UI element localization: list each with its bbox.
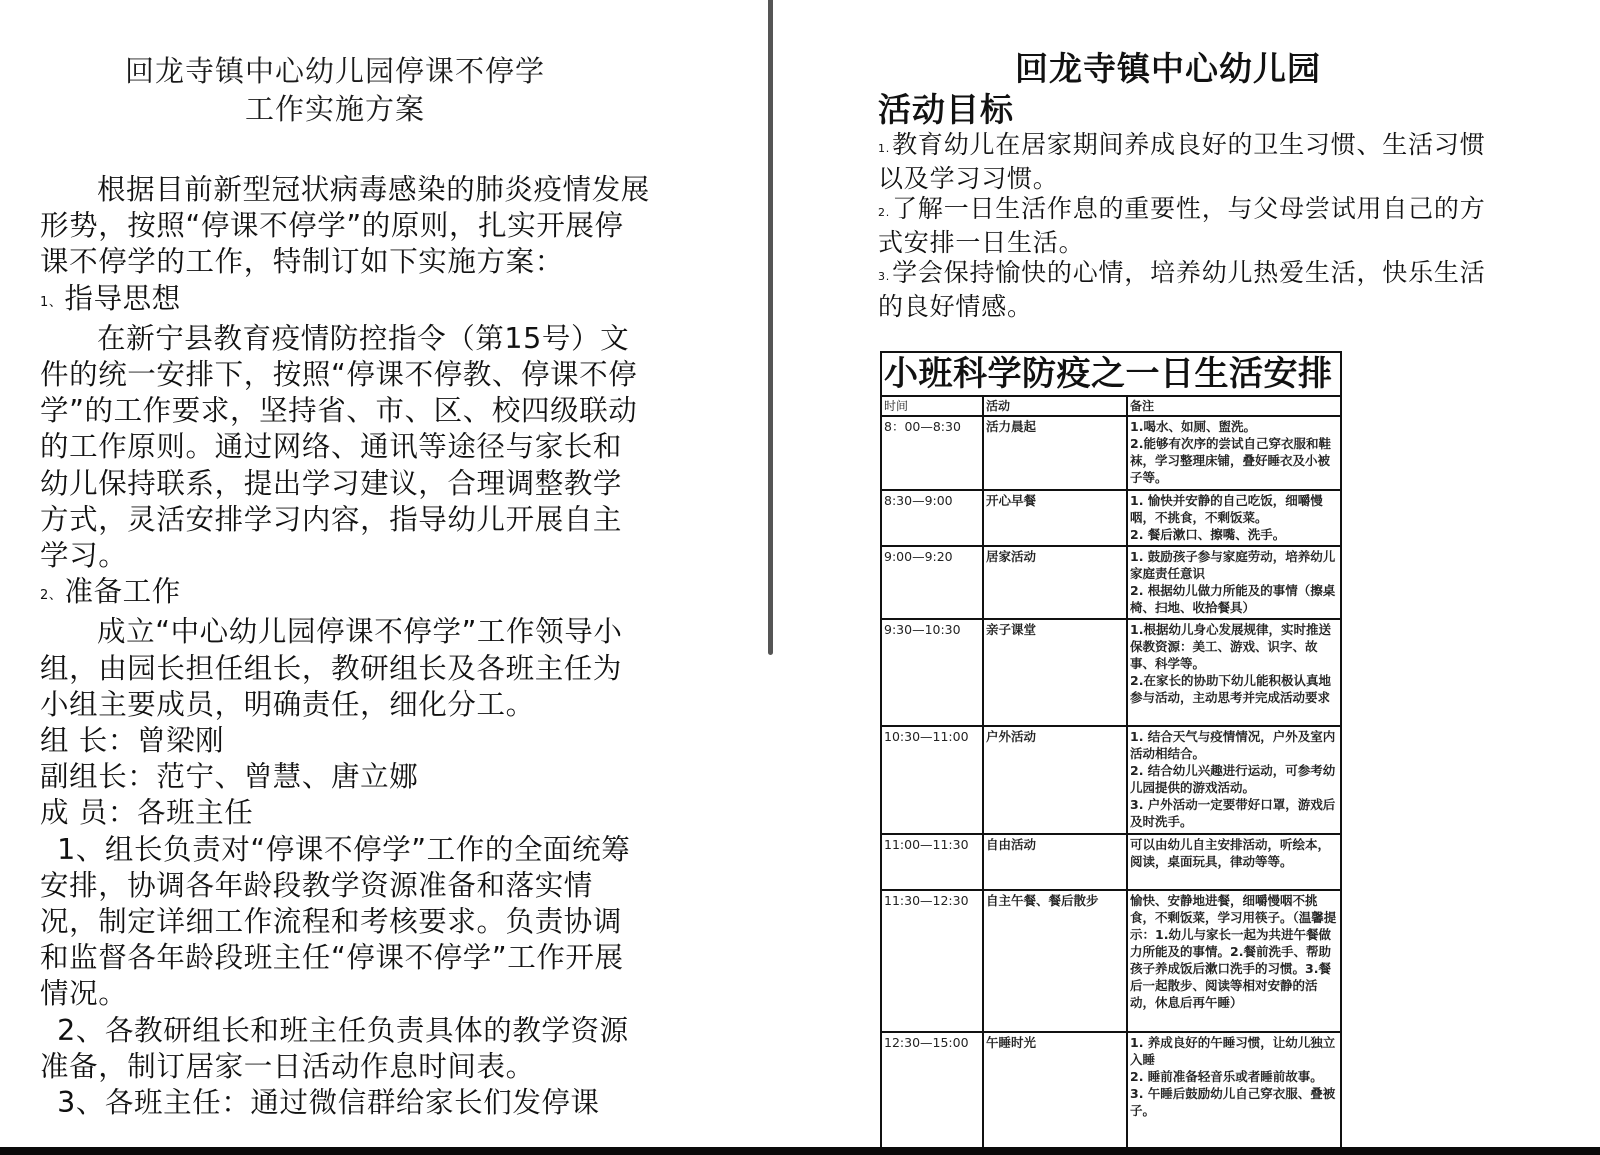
team-members-line — [40, 795, 650, 831]
note-line: 2. 睡前准备轻音乐或者睡前故事。 — [1130, 1069, 1323, 1084]
cell-notes — [1127, 490, 1340, 546]
bottom-black-bar — [0, 1147, 1600, 1155]
objectives-heading: 活动目标 — [878, 90, 1014, 129]
header-time: 时间 — [882, 397, 983, 416]
note-line: 1. 愉快并安静的自己吃饭，细嚼慢咽，不挑食，不剩饭菜。 — [1130, 493, 1323, 525]
objective-number: 2. — [878, 206, 891, 219]
team-leader-label: 组 长： — [40, 724, 137, 758]
cell-time: 8：00—8:30 — [882, 416, 983, 490]
document-body — [40, 172, 650, 1121]
section-paragraph-preparation: 成立“中心幼儿园停课不停学”工作领导小组，由园长担任组长，教研组长及各班主任为小组主要成员，明确责任，细化分工。 — [40, 615, 623, 721]
team-deputy-names: 范宁、曾慧、唐立娜 — [156, 760, 419, 794]
duty-item-3: 3、各班主任：通过微信群给家长们发停课 — [57, 1086, 600, 1120]
right-document-page — [878, 48, 1498, 322]
table-row — [882, 490, 1340, 546]
team-deputy-line — [40, 759, 650, 795]
schedule-header-row — [882, 397, 1340, 416]
team-deputy-label: 副组长： — [40, 760, 157, 794]
note-line: 3. 午睡后鼓励幼儿自己穿衣服、叠被子。 — [1130, 1086, 1336, 1118]
note-line: 1.根据幼儿身心发展规律，实时推送保教资源：美工、游戏、识字、故事、科学等。 — [1130, 622, 1331, 671]
cell-time: 12:30—15:00 — [882, 1032, 983, 1152]
cell-notes — [1127, 546, 1340, 619]
section-title: 准备工作 — [64, 575, 181, 609]
cell-notes — [1127, 416, 1340, 490]
note-line: 1. 结合天气与疫情情况，户外及室内活动相结合。 — [1130, 729, 1336, 761]
cell-activity: 亲子课堂 — [983, 619, 1127, 726]
cell-time: 11:30—12:30 — [882, 890, 983, 1032]
section-paragraph-guiding-thought: 在新宁县教育疫情防控指令（第15号）文件的统一安排下，按照“停课不停教、停课不停学”的工作要求，坚持省、市、区、校四级联动的工作原则。通过网络、通讯等途径与家长和幼儿保持联系，提出学习建议，合理调整教学方式，灵活安排学习内容，指导幼儿开展自主学习。 — [40, 321, 638, 573]
cell-time: 9:00—9:20 — [882, 546, 983, 619]
objective-item — [878, 258, 1498, 322]
table-row — [882, 834, 1340, 890]
left-document-page — [40, 52, 650, 1121]
objective-number: 1. — [878, 142, 891, 155]
header-notes: 备注 — [1127, 397, 1340, 416]
note-line: 1.喝水、如厕、盥洗。 — [1130, 419, 1256, 434]
cell-notes — [1127, 834, 1340, 890]
section-number: 2、 — [40, 588, 63, 604]
note-line: 2. 餐后漱口、擦嘴、洗手。 — [1130, 527, 1286, 542]
objective-item — [878, 194, 1498, 258]
header-activity: 活动 — [983, 397, 1127, 416]
cell-notes — [1127, 1032, 1340, 1152]
cell-time: 9:30—10:30 — [882, 619, 983, 726]
note-line: 2. 结合幼儿兴趣进行运动，可参考幼儿园提供的游戏活动。 — [1130, 763, 1336, 795]
note-line: 可以由幼儿自主安排活动，听绘本，阅读，桌面玩具，律动等等。 — [1130, 837, 1331, 869]
objective-number: 3. — [878, 270, 891, 283]
objective-item — [878, 130, 1498, 194]
section-number: 1、 — [40, 294, 63, 310]
cell-notes — [1127, 890, 1340, 1032]
table-row — [882, 619, 1340, 726]
cell-activity: 活力晨起 — [983, 416, 1127, 490]
cell-activity: 户外活动 — [983, 726, 1127, 834]
cell-activity: 午睡时光 — [983, 1032, 1127, 1152]
note-line: 1. 养成良好的午睡习惯，让幼儿独立入睡 — [1130, 1035, 1336, 1067]
note-line: 愉快、安静地进餐，细嚼慢咽不挑食，不剩饭菜，学习用筷子。（温馨提示：1.幼儿与家长一起为共进午餐做力所能及的事情。2.餐前洗手、帮助孩子养成饭后漱口洗手的习惯。3.餐后一起散步、阅读等相对安静的活动，休息后再午睡） — [1130, 893, 1337, 1010]
schedule-grid — [882, 397, 1340, 1153]
duty-item-2: 2、各教研组长和班主任负责具体的教学资源准备，制订居家一日活动作息时间表。 — [40, 1013, 629, 1083]
intro-paragraph: 根据目前新型冠状病毒感染的肺炎疫情发展形势，按照“停课不停学”的原则，扎实开展停课不停学的工作，特制订如下实施方案： — [40, 173, 650, 279]
document-title-line1: 回龙寺镇中心幼儿园停课不停学 — [124, 54, 545, 88]
note-line: 1. 鼓励孩子参与家庭劳动，培养幼儿家庭责任意识 — [1130, 549, 1336, 581]
cell-activity: 居家活动 — [983, 546, 1127, 619]
duty-item-1: 1、组长负责对“停课不停学”工作的全面统筹安排，协调各年龄段教学资源准备和落实情况，制定详细工作流程和考核要求。负责协调和监督各年龄段班主任“停课不停学”工作开展情况。 — [40, 832, 631, 1011]
table-row — [882, 1032, 1340, 1152]
page-divider — [768, 0, 773, 655]
cell-activity: 开心早餐 — [983, 490, 1127, 546]
table-row — [882, 416, 1340, 490]
team-leader-name: 曾梁刚 — [136, 724, 225, 758]
document-title-line2: 工作实施方案 — [244, 92, 425, 126]
objective-text: 教育幼儿在居家期间养成良好的卫生习惯、生活习惯以及学习习惯。 — [878, 130, 1486, 193]
table-row — [882, 726, 1340, 834]
note-line: 3. 户外活动一定要带好口罩，游戏后及时洗手。 — [1130, 797, 1336, 829]
schedule-title: 小班科学防疫之一日生活安排 — [882, 353, 1340, 397]
cell-time: 10:30—11:00 — [882, 726, 983, 834]
table-row — [882, 546, 1340, 619]
objective-text: 了解一日生活作息的重要性，与父母尝试用自己的方式安排一日生活。 — [878, 194, 1486, 257]
daily-schedule-table — [880, 351, 1342, 1153]
cell-time: 8:30—9:00 — [882, 490, 983, 546]
team-members-label: 成 员： — [40, 796, 137, 830]
school-name-heading: 回龙寺镇中心幼儿园 — [1015, 49, 1321, 88]
note-line: 2.在家长的协助下幼儿能积极认真地参与活动，主动思考并完成活动要求 — [1130, 673, 1331, 705]
note-line: 2.能够有次序的尝试自己穿衣服和鞋袜，学习整理床铺，叠好睡衣及小被子等。 — [1130, 436, 1331, 485]
section-heading-preparation — [40, 574, 650, 614]
cell-time: 11:00—11:30 — [882, 834, 983, 890]
team-leader-line — [40, 723, 650, 759]
cell-activity: 自主午餐、餐后散步 — [983, 890, 1127, 1032]
section-heading-guiding-thought — [40, 281, 650, 321]
section-title: 指导思想 — [64, 281, 181, 315]
cell-notes — [1127, 619, 1340, 726]
team-members-value: 各班主任 — [136, 796, 254, 830]
objective-text: 学会保持愉快的心情，培养幼儿热爱生活，快乐生活的良好情感。 — [878, 258, 1486, 321]
cell-notes — [1127, 726, 1340, 834]
cell-activity: 自由活动 — [983, 834, 1127, 890]
note-line: 2. 根据幼儿做力所能及的事情（擦桌椅、扫地、收拾餐具） — [1130, 583, 1336, 615]
table-row — [882, 890, 1340, 1032]
